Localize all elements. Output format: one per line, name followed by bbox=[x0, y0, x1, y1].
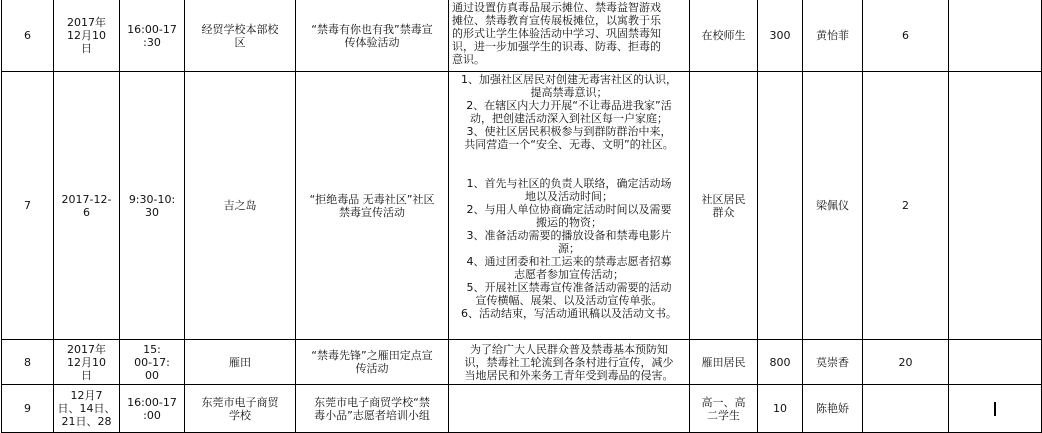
cell-count: 10 bbox=[758, 385, 803, 433]
cell-date: 2017年 12月10 日 bbox=[54, 0, 120, 72]
cell-title: “拒绝毒品 无毒社区”社区 禁毒宣传活动 bbox=[296, 72, 449, 340]
table-row bbox=[2, 0, 1042, 72]
cell-time: 15: 00-17: 00 bbox=[120, 340, 185, 385]
cell-audience: 社区居民 群众 bbox=[690, 72, 758, 340]
cell-audience: 在校师生 bbox=[690, 0, 758, 72]
cell-contact: 梁佩仪 bbox=[803, 72, 863, 340]
cell-no: 8 bbox=[2, 340, 54, 385]
cell-contact: 陈艳娇 bbox=[803, 385, 863, 433]
cell-time: 16:00-17 :30 bbox=[120, 0, 185, 72]
cell-content bbox=[449, 385, 690, 433]
cell-count: 300 bbox=[758, 0, 803, 72]
cell-time: 16:00-17 :00 bbox=[120, 385, 185, 433]
activity-table bbox=[1, 0, 1042, 433]
cell-count: 800 bbox=[758, 340, 803, 385]
cell-last[interactable] bbox=[949, 385, 1042, 433]
cell-content: 为了给广大人民群众普及禁毒基本预防知 识，禁毒社工轮流到各条村进行宣传，减少 当地居民和外来务工青年受到毒品的侵害。 bbox=[449, 340, 690, 385]
cell-title: “禁毒有你也有我”禁毒宣 传体验活动 bbox=[296, 0, 449, 72]
cell-last bbox=[949, 72, 1042, 340]
table-row bbox=[2, 385, 1042, 433]
cell-contact: 黄怡菲 bbox=[803, 0, 863, 72]
cell-no: 7 bbox=[2, 72, 54, 340]
text-cursor bbox=[994, 402, 996, 416]
cell-date: 2017年 12月10 日 bbox=[54, 340, 120, 385]
cell-extra: 2 bbox=[863, 72, 949, 340]
table-row bbox=[2, 72, 1042, 340]
cell-no: 9 bbox=[2, 385, 54, 433]
cell-place: 吉之岛 bbox=[185, 72, 296, 340]
cell-title: “禁毒先锋”之雁田定点宣 传活动 bbox=[296, 340, 449, 385]
cell-last bbox=[949, 0, 1042, 72]
cell-extra: 20 bbox=[863, 340, 949, 385]
cell-last bbox=[949, 340, 1042, 385]
cell-contact: 莫崇香 bbox=[803, 340, 863, 385]
cell-title: 东莞市电子商贸学校“禁 毒小品”志愿者培训小组 bbox=[296, 385, 449, 433]
cell-content bbox=[449, 72, 690, 340]
cell-audience: 高一、高 二学生 bbox=[690, 385, 758, 433]
cell-audience: 雁田居民 bbox=[690, 340, 758, 385]
cell-date: 2017-12- 6 bbox=[54, 72, 120, 340]
cell-date: 12月7 日、14日、 21日、28 bbox=[54, 385, 120, 433]
cell-count bbox=[758, 72, 803, 340]
cell-place: 东莞市电子商贸 学校 bbox=[185, 385, 296, 433]
cell-no: 6 bbox=[2, 0, 54, 72]
cell-place: 经贸学校本部校 区 bbox=[185, 0, 296, 72]
cell-time: 9:30-10: 30 bbox=[120, 72, 185, 340]
cell-place: 雁田 bbox=[185, 340, 296, 385]
cell-content: 通过设置仿真毒品展示摊位、禁毒益智游戏 摊位、禁毒教育宣传展板摊位，以寓教于乐 的形式让学生体验活动中学习、巩固禁毒知 识，进一步加强学生的识毒、防毒、拒毒的 意识。 bbox=[449, 0, 690, 72]
cell-extra bbox=[863, 385, 949, 433]
table-row bbox=[2, 340, 1042, 385]
spacer bbox=[452, 151, 686, 177]
plan-text: 1、首先与社区的负责人联络，确定活动场 地以及活动时间； 2、与用人单位协商确定活动时间以及需要 搬运的物资； 3、准备活动需要的播放设备和禁毒电影片 源； 4、通过团委和社工运来的禁毒志愿者招募 志愿者参加宣传活动； 5、开展社区禁毒宣传准备活动需要的活动 宣传横幅、展架、以及活动宣传单张。 6、活动结束，写活动通讯稿以及活动文书。 bbox=[461, 177, 677, 320]
objectives-text: 1、加强社区居民对创建无毒害社区的认识， 提高禁毒意识； 2、在辖区内大力开展“不让毒品进我家”活 动，把创建活动深入到社区每一户家庭； 3、使社区居民积极参与到群防群治中来， 共同营造一个“安全、无毒、文明”的社区。 bbox=[461, 73, 677, 151]
cell-extra: 6 bbox=[863, 0, 949, 72]
